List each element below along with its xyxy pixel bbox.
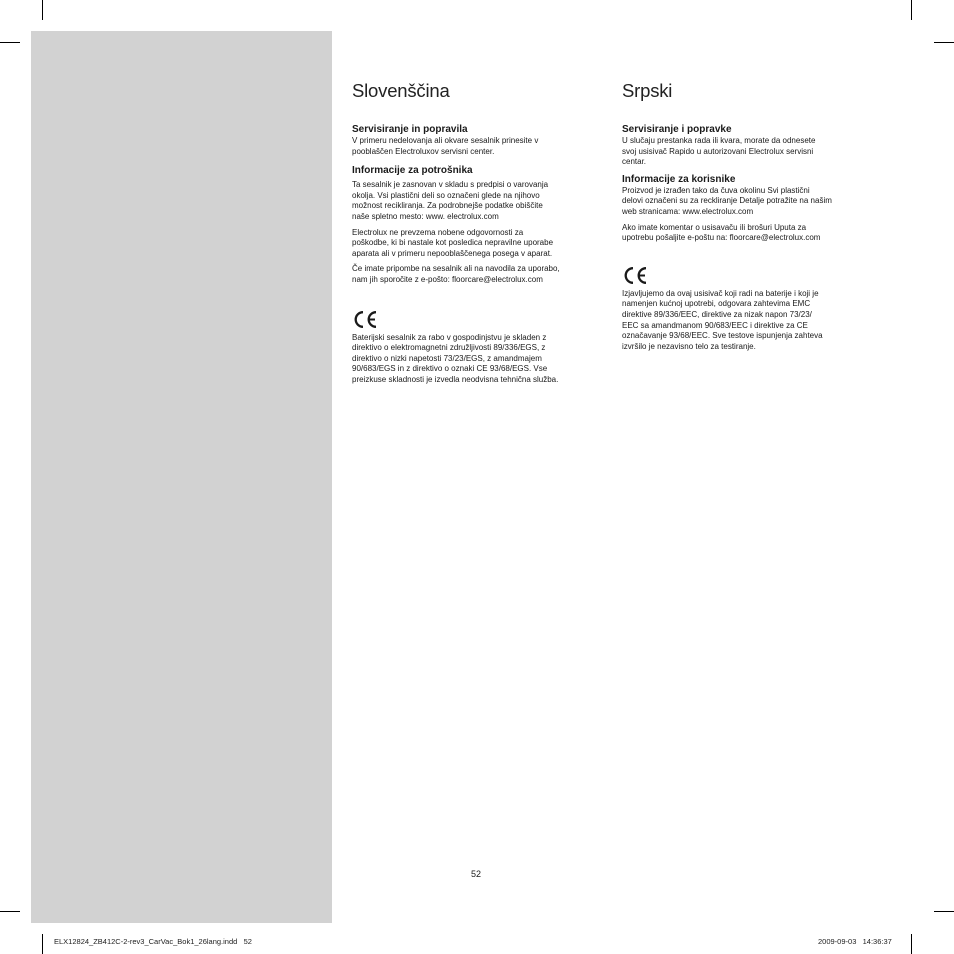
ce-declaration: Izjavljujemo da ovaj usisivač koji radi na baterije i koji je namenjen kućnoj upotrebi, odgovara zahtevima EMC direktive 89/336/EEC, direktive za nizak napon 73/23/ EEC sa amandmanom 90/683/EEC i direktive za CE označavanje 93/68/EEC. Sve testove ispunjenja zahteva izvršilo je nezavisno telo za testiranje. [622, 288, 823, 351]
crop-mark [934, 42, 954, 43]
gray-sidebar-panel [31, 31, 332, 923]
crop-mark [42, 0, 43, 20]
slovenian-column [352, 78, 604, 386]
crop-mark [911, 934, 912, 954]
ce-mark-icon [352, 310, 378, 329]
ce-mark-icon [622, 266, 648, 285]
crop-mark [0, 911, 20, 912]
body-paragraph: Proizvod je izrađen tako da čuva okolinu Svi plastični delovi označeni su za reckliranje Detalje potražite na našim web stranicama: www.electrolux.com [622, 185, 832, 216]
page-number: 52 [471, 869, 482, 879]
crop-mark [934, 911, 954, 912]
section-heading: Informacije za korisnike [622, 173, 736, 185]
body-paragraph: Ako imate komentar o usisavaču ili brošuri Uputa za upotrebu pošaljite e-poštu na: floorcare@electrolux.com [622, 222, 821, 243]
body-paragraph: U slučaju prestanka rada ili kvara, morate da odnesete svoj usisivač Rapido u autorizovani Electrolux servisni centar. [622, 136, 816, 167]
body-paragraph: Če imate pripombe na sesalnik ali na navodila za uporabo, nam jih sporočite z e-pošto: floorcare@electrolux.com [352, 264, 560, 284]
ce-declaration: Baterijski sesalnik za rabo v gospodinjstvu je skladen z direktivo o elektromagnetni združljivosti 89/336/EGS, z direktivo o nizki napetosti 73/23/EGS, z amandmajem 90/683/EGS in z direktivo o oznaki CE 93/68/EGS. Vse preizkuse skladnosti je izvedla neodvisna tehnična služba. [352, 332, 559, 384]
body-paragraph: V primeru nedelovanja ali okvare sesalnik prinesite v pooblaščen Electroluxov servisni center. [352, 136, 539, 156]
section-heading: Servisiranje in popravila [352, 124, 468, 135]
crop-mark [0, 42, 20, 43]
crop-mark [911, 0, 912, 20]
section-title: Srpski [622, 80, 673, 101]
body-paragraph: Ta sesalnik je zasnovan v skladu s predpisi o varovanja okolja. Vsi plastični deli so označeni glede na njihovo možnost recikliranja. Za podrobnejše podatke obiščite naše spletno mesto: www. electrolux.com [352, 180, 549, 221]
print-slug-timestamp: 2009-09-03 14:36:37 [818, 937, 892, 946]
print-slug-filename: ELX12824_ZB412C-2-rev3_CarVac_Bok1_26lang.indd 52 [54, 937, 252, 946]
body-paragraph: Electrolux ne prevzema nobene odgovornosti za poškodbe, ki bi nastale kot posledica nepravilne uporabe aparata ali v primeru nepooblaščenega posega v aparat. [352, 227, 554, 258]
crop-mark [42, 934, 43, 954]
section-title: Slovenščina [352, 80, 450, 101]
section-heading: Servisiranje i popravke [622, 124, 732, 135]
serbian-column [622, 78, 874, 352]
section-heading: Informacije za potrošnika [352, 165, 473, 177]
